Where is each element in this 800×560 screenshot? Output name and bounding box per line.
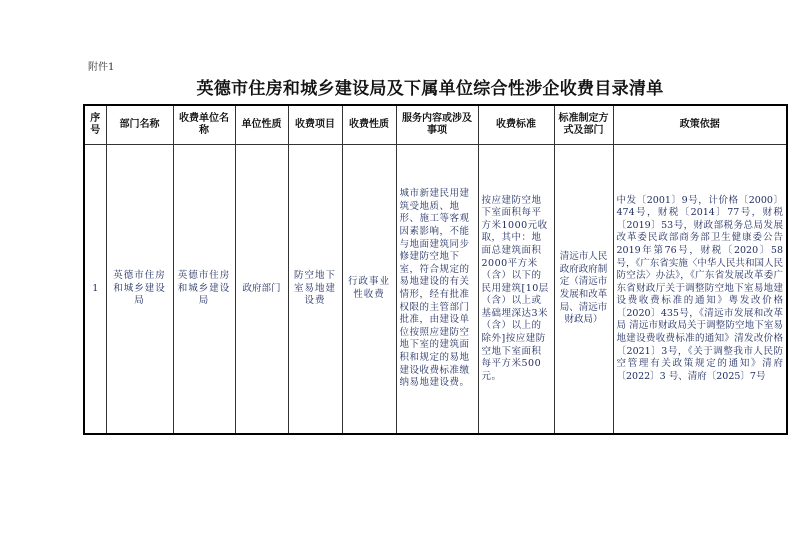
cell-fee-standard: 按应建防空地下室面积每平方米1000元收取，其中：地面总建筑面积2000平方米（含）以下的民用建筑[10层（含）以上或基础埋深达3米（含）以上的除外]按应建防空地下室面积每平方米500元。	[478, 145, 554, 435]
header-unit-type: 单位性质	[235, 105, 288, 145]
cell-fee-item: 防空地下室易地建设费	[288, 145, 342, 435]
cell-fee-nature: 行政事业性收费	[342, 145, 396, 435]
table-header-row	[84, 105, 787, 145]
cell-department: 英德市住房和城乡建设局	[106, 145, 173, 435]
fee-catalog-table	[83, 104, 788, 435]
header-policy-basis: 政策依据	[613, 105, 787, 145]
attachment-label: 附件1	[88, 62, 115, 73]
header-fee-item: 收费项目	[288, 105, 342, 145]
header-fee-nature: 收费性质	[342, 105, 396, 145]
header-service-content: 服务内容或涉及事项	[396, 105, 478, 145]
cell-charging-unit: 英德市住房和城乡建设局	[173, 145, 235, 435]
cell-index: 1	[84, 145, 106, 435]
cell-policy-basis: 中发〔2001〕9号，计价格〔2000〕474号，财税〔2014〕77号，财税〔2019〕53号，财政部税务总局发展改革委民政部商务部卫生健康委公告2019年第76号，财税〔2020〕58号，《广东省实施〈中华人民共和国人民防空法〉办法》，《广东省发展改革委广东省财政厅关于调整防空地下室易地建设费收费标准的通知》粤发改价格〔2020〕435号，《清远市发展和改革局 清远市财政局关于调整防空地下室易地建设费收费标准的通知》清发改价格〔2021〕3号，《关于调整我市人民防空管理有关政策规定的通知》清府〔2022〕3 号、清府〔2025〕7号	[613, 145, 787, 435]
cell-unit-type: 政府部门	[235, 145, 288, 435]
header-index: 序号	[84, 105, 106, 145]
header-standard-setting: 标准制定方式及部门	[554, 105, 613, 145]
cell-service-content: 城市新建民用建筑受地质、地形、施工等客观因素影响，不能与地面建筑同步修建防空地下室，符合规定的易地建设的有关情形，经有批准权限的主管部门批准，由建设单位按照应建防空地下室的建筑面积和规定的易地建设收费标准缴纳易地建设费。	[396, 145, 478, 435]
table-row	[84, 145, 787, 435]
header-charging-unit: 收费单位名称	[173, 105, 235, 145]
page-title: 英德市住房和城乡建设局及下属单位综合性涉企收费目录清单	[196, 79, 664, 99]
header-department: 部门名称	[106, 105, 173, 145]
header-fee-standard: 收费标准	[478, 105, 554, 145]
cell-standard-setting: 清远市人民政府政府制定（清远市发展和改革局、清远市财政局）	[554, 145, 613, 435]
